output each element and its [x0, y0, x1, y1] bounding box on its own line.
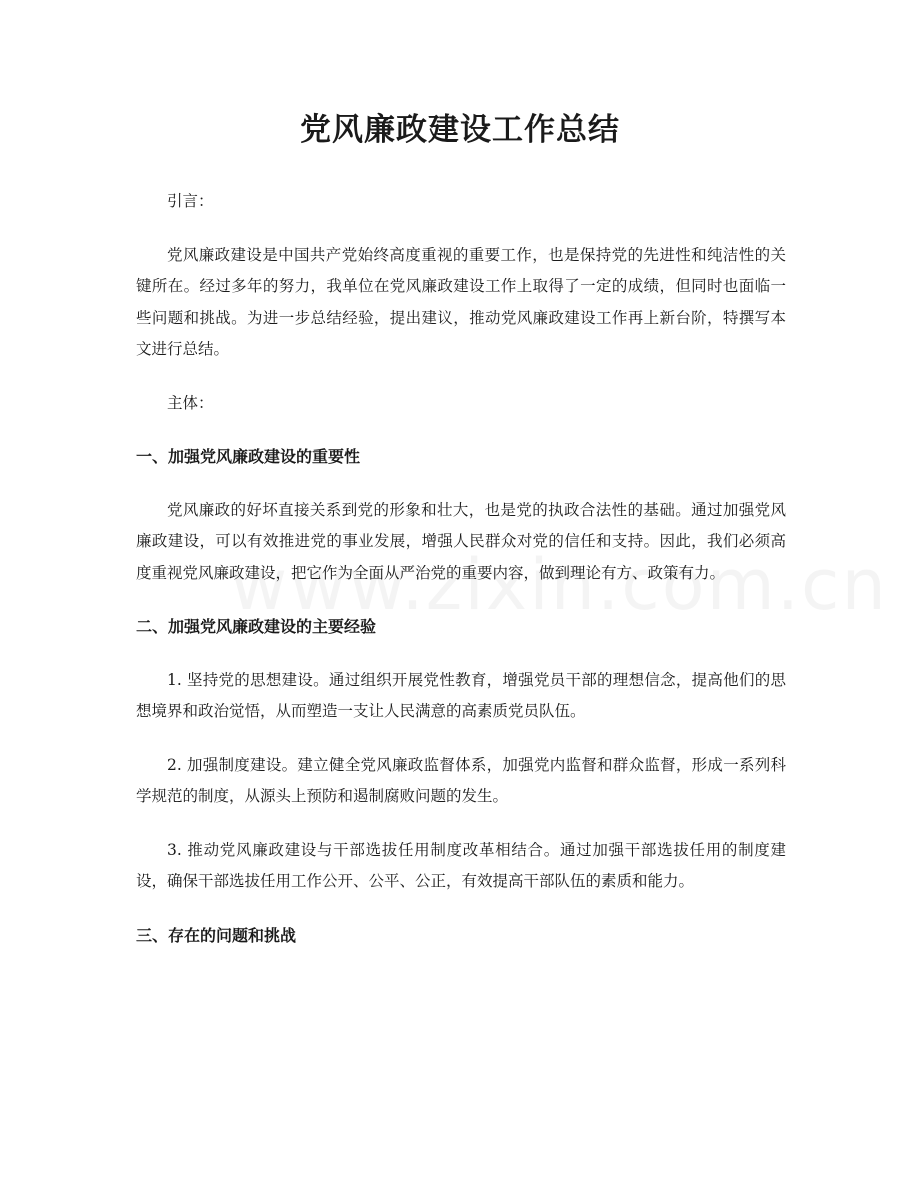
body-label: 主体：	[167, 393, 214, 412]
section-2-item: 1. 坚持党的思想建设。通过组织开展党性教育，增强党员干部的理想信念，提高他们的思想境界和政治觉悟，从而塑造一支让人民满意的高素质党员队伍。	[136, 670, 786, 720]
intro-paragraph: 党风廉政建设是中国共产党始终高度重视的重要工作，也是保持党的先进性和纯洁性的关键所在。经过多年的努力，我单位在党风廉政建设工作上取得了一定的成绩，但同时也面临一些问题和挑战。为进一步总结经验，提出建议，推动党风廉政建设工作再上新台阶，特撰写本文进行总结。	[136, 245, 786, 358]
document-body	[136, 186, 786, 951]
section-2-heading: 二、加强党风廉政建设的主要经验	[136, 617, 377, 636]
document-title: 党风廉政建设工作总结	[300, 112, 620, 148]
intro-label: 引言：	[167, 192, 214, 210]
section-1-heading: 一、加强党风廉政建设的重要性	[136, 447, 361, 466]
section-1-paragraph: 党风廉政的好坏直接关系到党的形象和壮大，也是党的执政合法性的基础。通过加强党风廉政建设，可以有效推进党的事业发展，增强人民群众对党的信任和支持。因此，我们必须高度重视党风廉政建设，把它作为全面从严治党的重要内容，做到理论有方、政策有力。	[136, 500, 786, 582]
section-2-item: 3. 推动党风廉政建设与干部选拔任用制度改革相结合。通过加强干部选拔任用的制度建设，确保干部选拔任用工作公开、公平、公正，有效提高干部队伍的素质和能力。	[136, 840, 786, 890]
section-2-item: 2. 加强制度建设。建立健全党风廉政监督体系，加强党内监督和群众监督，形成一系列科学规范的制度，从源头上预防和遏制腐败问题的发生。	[136, 755, 786, 805]
section-3-heading: 三、存在的问题和挑战	[136, 925, 297, 945]
